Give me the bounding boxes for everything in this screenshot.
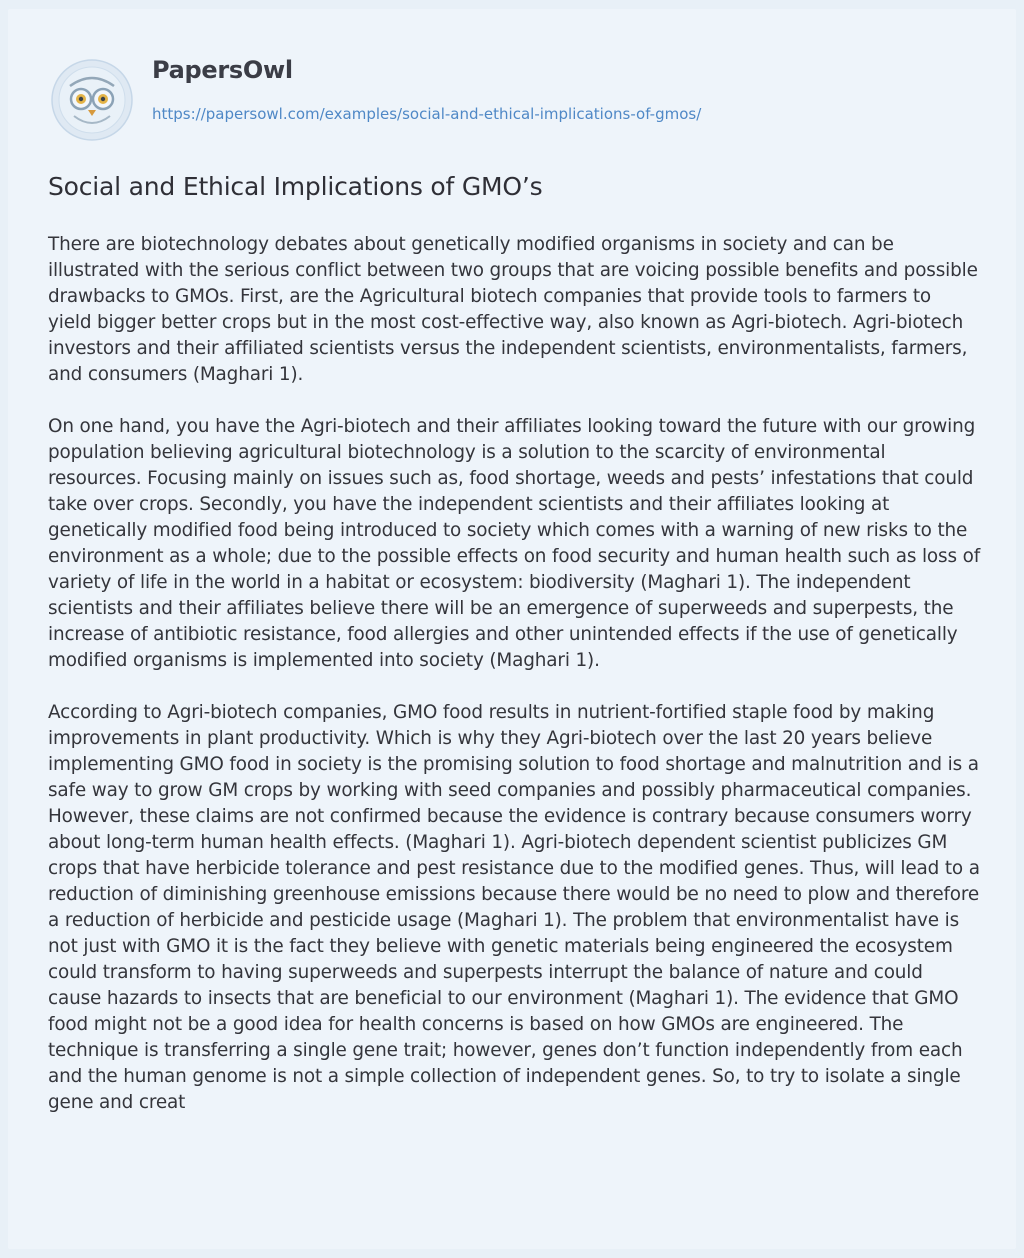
source-url-link[interactable]: https://papersowl.com/examples/social-and-ethical-implications-of-gmos/ [152,105,702,123]
paragraph: There are biotechnology debates about genetically modified organisms in society and can be illustrated with the serious conflict between two groups that are voicing possible benefits and possible drawbacks to GMOs. First, are the Agricultural biotech companies that provide tools to farmers to yield bigger better crops but in the most cost-effective way, also known as Agri-biotech. Agri-biotech investors and their affiliated scientists versus the independent scientists, environmentalists, farmers, and consumers (Maghari 1). [48,234,978,385]
essay-title: Social and Ethical Implications of GMO’s [48,172,543,201]
site-header [48,56,948,146]
owl-logo-icon [48,56,136,144]
paragraph: According to Agri-biotech companies, GMO food results in nutrient-fortified staple food by making improvements in plant productivity. Which is why they Agri-biotech over the last 20 years believe implementing GMO food in society is the promising solution to food shortage and malnutrition and is a safe way to grow GM crops by working with seed companies and possibly pharmaceutical companies. However, these claims are not confirmed because the evidence is contrary because consumers worry about long-term human health effects. (Maghari 1). Agri-biotech dependent scientist publicizes GM crops that have herbicide tolerance and pest resistance due to the modified genes. Thus, will lead to a reduction of diminishing greenhouse emissions because there would be no need to plow and therefore a reduction of herbicide and pesticide usage (Maghari 1). The problem that environmentalist have is not just with GMO it is the fact they believe with genetic materials being engineered the ecosystem could transform to having superweeds and superpests interrupt the balance of nature and could cause hazards to insects that are beneficial to our environment (Maghari 1). The evidence that GMO food might not be a good idea for health concerns is based on how GMOs are engineered. The technique is transferring a single gene trait; however, genes don’t function independently from each and the human genome is not a simple collection of independent genes. So, to try to isolate a single gene and creat [48,702,980,1113]
essay-body [48,232,980,1142]
paragraph: On one hand, you have the Agri-biotech and their affiliates looking toward the future with our growing population believing agricultural biotechnology is a solution to the scarcity of environmental resources. Focusing mainly on issues such as, food shortage, weeds and pests’ infestations that could take over crops. Secondly, you have the independent scientists and their affiliates looking at genetically modified food being introduced to society which comes with a warning of new risks to the environment as a whole; due to the possible effects on food security and human health such as loss of variety of life in the world in a habitat or ecosystem: biodiversity (Maghari 1). The independent scientists and their affiliates believe there will be an emergence of superweeds and superpests, the increase of antibiotic resistance, food allergies and other unintended effects if the use of genetically modified organisms is implemented into society (Maghari 1). [48,416,981,671]
brand-name: PapersOwl [152,56,293,84]
